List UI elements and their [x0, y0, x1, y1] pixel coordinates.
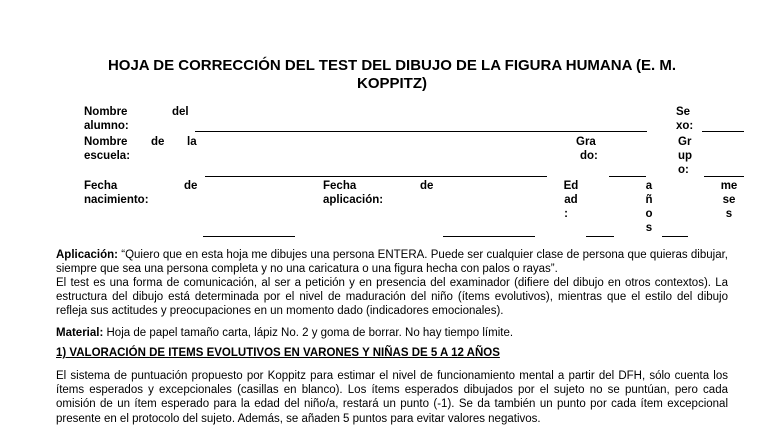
label-meses-2: se: [722, 194, 736, 206]
label-grupo-2: up: [678, 150, 693, 162]
label-sexo-1: Se: [676, 106, 691, 118]
document-title-line-2: KOPPITZ): [357, 75, 427, 92]
material-label: Material:: [56, 327, 104, 339]
label-nombre-alumno-3: alumno:: [84, 120, 129, 132]
nombre-escuela-field[interactable]: [205, 176, 547, 177]
label-grado-2: do:: [580, 150, 598, 162]
label-grado-1: Gra: [576, 136, 596, 148]
aplicacion-paragraph: [56, 248, 728, 276]
label-grupo-3: o:: [678, 164, 689, 176]
fecha-aplicacion-field[interactable]: [443, 236, 535, 237]
label-edad-1: Ed: [563, 180, 579, 192]
grupo-field[interactable]: [704, 176, 744, 177]
label-nombre-escuela-4: escuela:: [84, 150, 131, 162]
label-nombre-escuela-3: la: [187, 136, 197, 148]
anos-field[interactable]: [662, 236, 688, 237]
aplicacion-text: “Quiero que en esta hoja me dibujes una persona ENTERA. Puede ser cualquier clase de persona que quieras dibujar, siempre que sea una persona completa y no una caricatura o una figura hecha con palos o rayas”.: [56, 249, 728, 276]
label-nombre-escuela-1: Nombre: [84, 136, 128, 148]
label-nombre-alumno-1: Nombre: [84, 106, 128, 118]
label-anos-3: o: [645, 208, 653, 220]
edad-field[interactable]: [586, 236, 614, 237]
nombre-alumno-field[interactable]: [195, 131, 647, 132]
aplicacion-label: Aplicación:: [56, 249, 118, 261]
sexo-field[interactable]: [702, 131, 744, 132]
label-fecha-aplicacion-1: Fecha: [323, 180, 357, 192]
label-nombre-alumno-2: del: [172, 106, 189, 118]
test-paragraph: El test es una forma de comunicación, al ser a petición y en presencia del examinador (difiere del dibujo en otros contextos). La estructura del dibujo está determinada por el nivel de maduración del niño (ítems evolutivos), mientras que el estilo del dibujo refleja sus actitudes y preocupaciones en un momento dado (indicadores emocionales).: [56, 277, 728, 318]
label-anos-2: ñ: [645, 194, 653, 206]
label-fecha-aplicacion-2: de: [420, 180, 434, 192]
label-fecha-nacimiento-1: Fecha: [84, 180, 118, 192]
label-edad-2: ad: [564, 194, 578, 206]
material-paragraph: [56, 326, 513, 340]
label-grupo-1: Gr: [678, 136, 692, 148]
section-1-title: 1) VALORACIÓN DE ITEMS EVOLUTIVOS EN VARONES Y NIÑAS DE 5 A 12 AÑOS: [56, 347, 500, 359]
label-fecha-nacimiento-3: nacimiento:: [84, 194, 149, 206]
label-meses-3: s: [725, 208, 733, 220]
grado-field[interactable]: [609, 176, 646, 177]
label-anos-1: a: [645, 180, 653, 192]
material-text: Hoja de papel tamaño carta, lápiz No. 2 y goma de borrar. No hay tiempo límite.: [103, 327, 514, 339]
label-fecha-nacimiento-2: de: [184, 180, 198, 192]
label-edad-3: :: [564, 208, 568, 220]
fecha-nacimiento-field[interactable]: [203, 236, 295, 237]
label-meses-1: me: [720, 180, 738, 192]
label-fecha-aplicacion-3: aplicación:: [323, 194, 384, 206]
label-sexo-2: xo:: [676, 120, 694, 132]
label-nombre-escuela-2: de: [151, 136, 165, 148]
label-anos-4: s: [645, 222, 653, 234]
section-1-paragraph: El sistema de puntuación propuesto por Koppitz para estimar el nivel de funcionamiento mental a partir del DFH, sólo cuenta los ítems esperados y excepcionales (casillas en blanco). Los ítems esperados dibujados por el sujeto no se puntúan, pero cada omisión de un ítem esperado para la edad del niño/a, restará un punto (-1). Se da también un punto por cada ítem excepcional presente en el protocolo del sujeto. Además, se añaden 5 puntos para evitar valores negativos.: [56, 370, 728, 425]
document-title-line-1: HOJA DE CORRECCIÓN DEL TEST DEL DIBUJO DE LA FIGURA HUMANA (E. M.: [107, 57, 677, 74]
